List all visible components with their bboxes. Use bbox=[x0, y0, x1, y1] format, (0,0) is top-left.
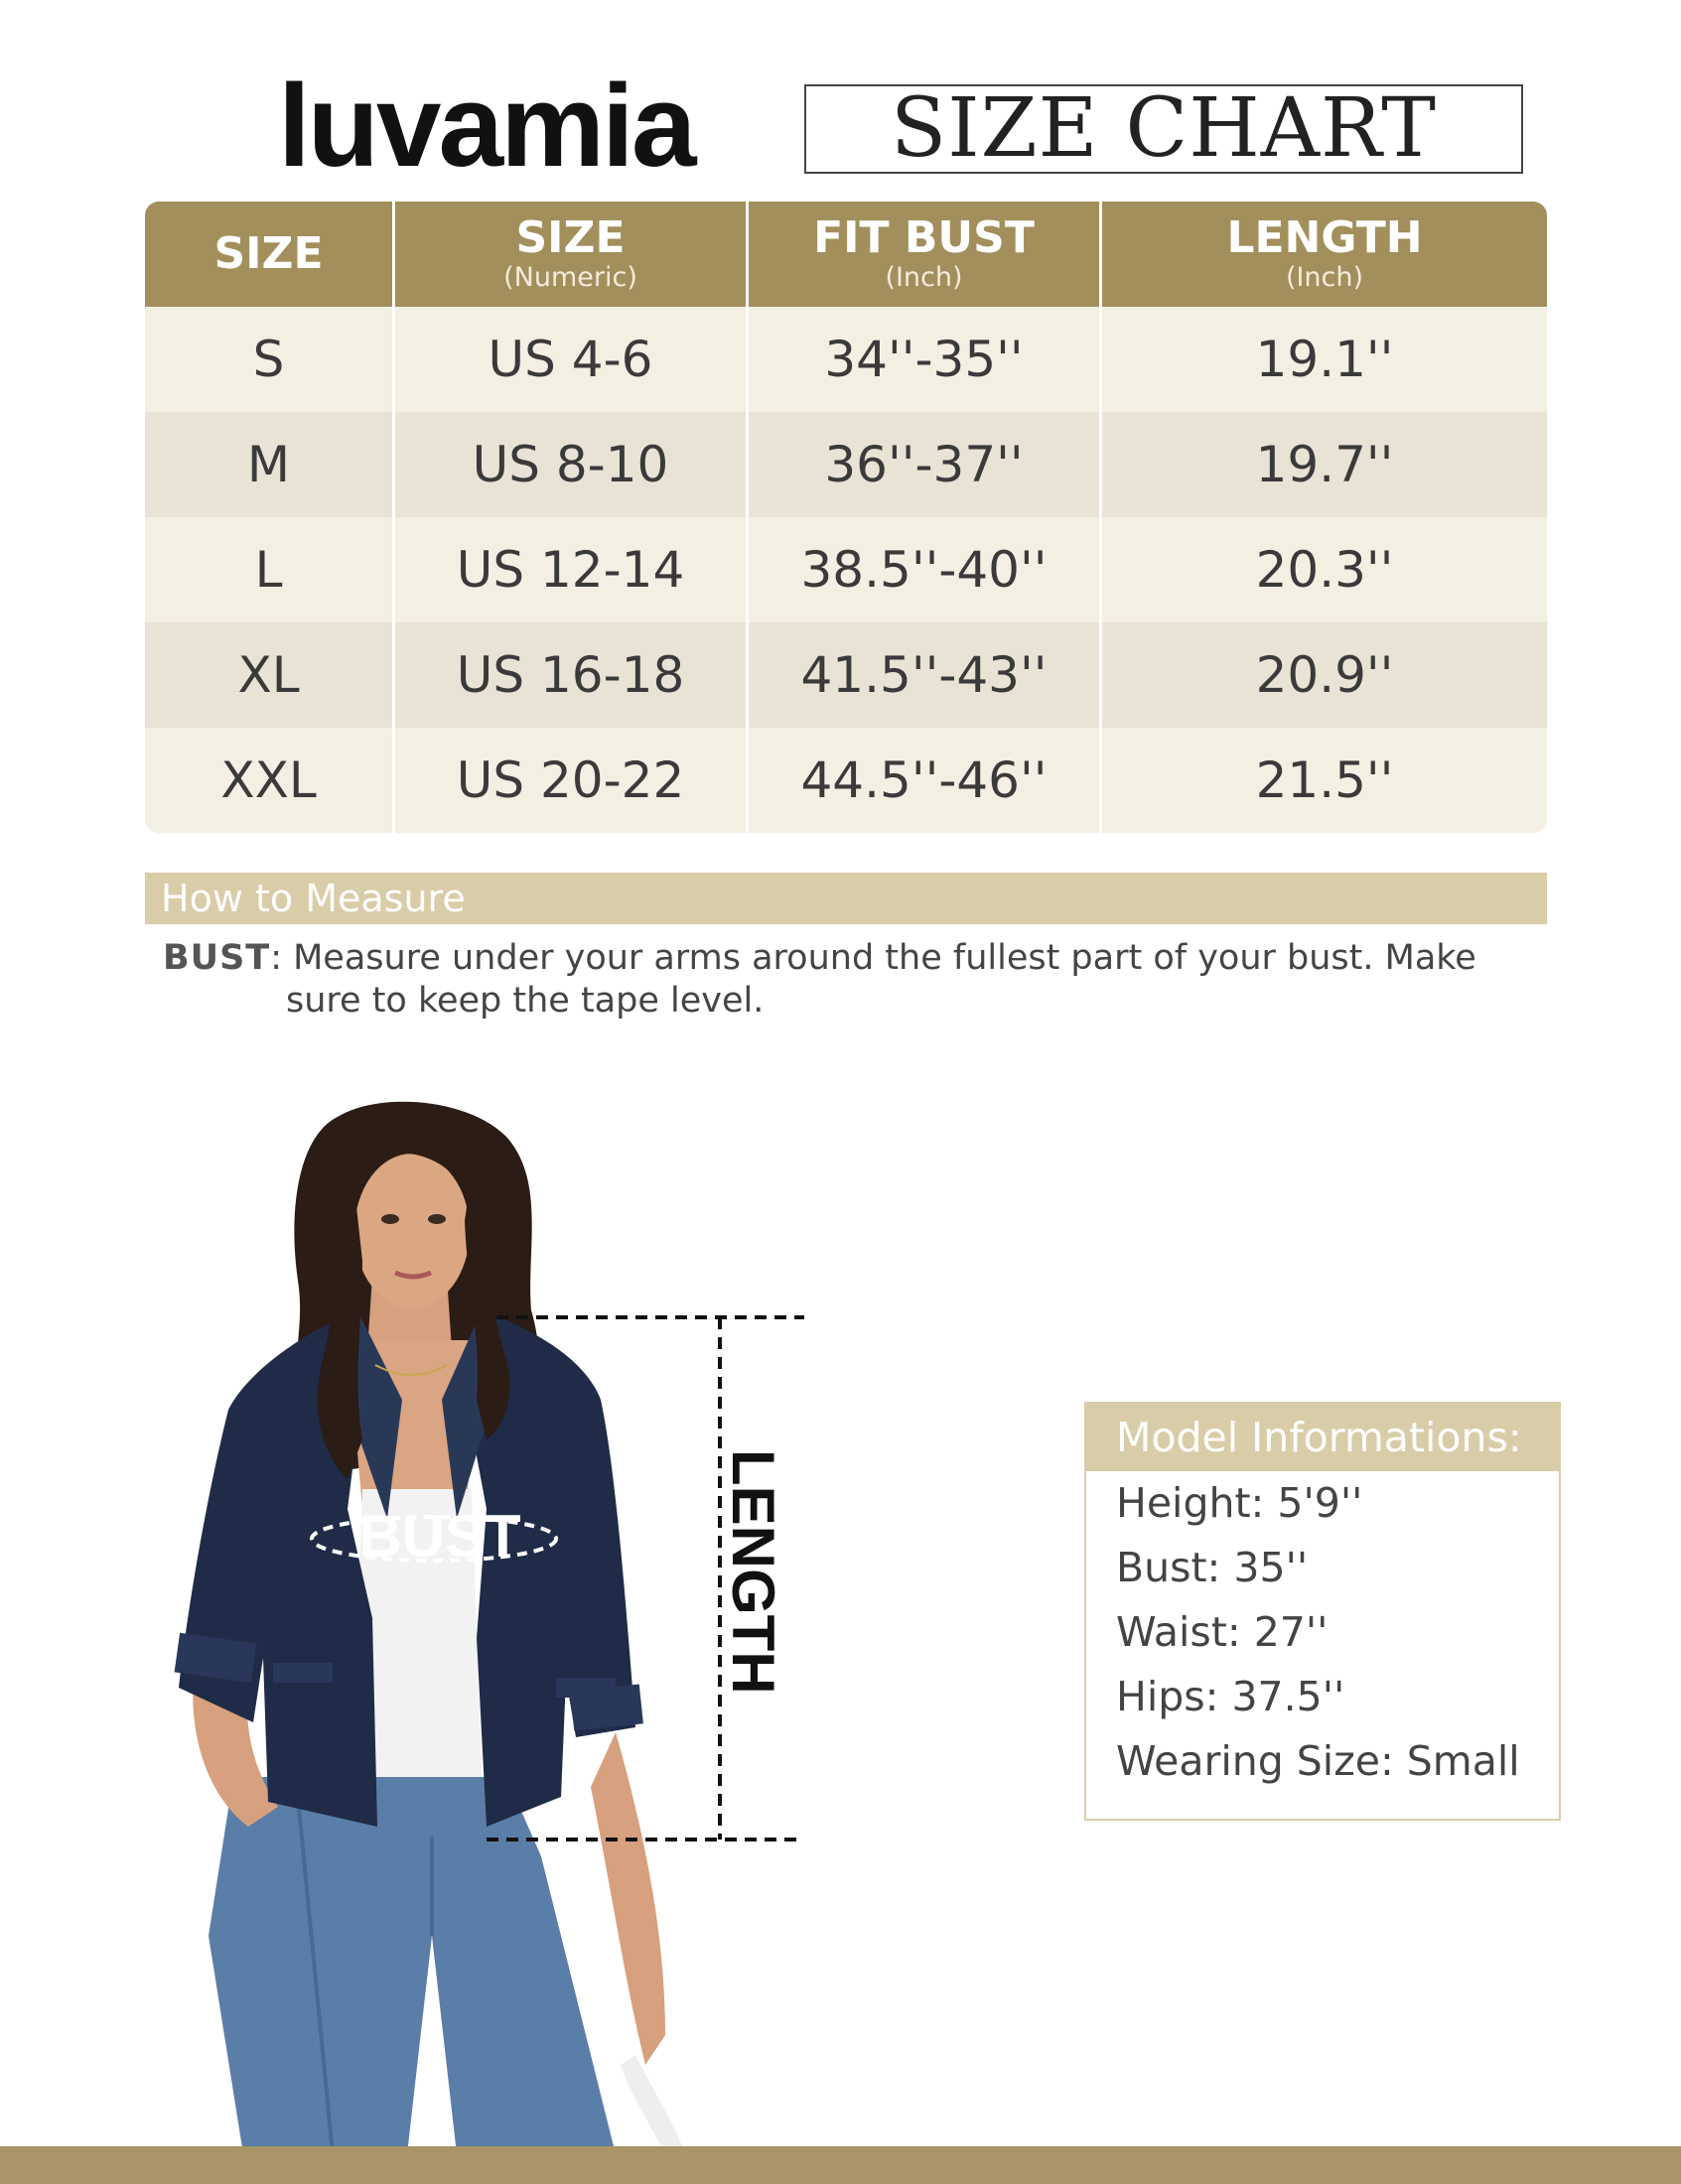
table-header-row bbox=[145, 202, 1547, 307]
table-cell: 38.5''-40'' bbox=[749, 517, 1102, 622]
table-cell: US 4-6 bbox=[395, 307, 749, 412]
table-row bbox=[145, 622, 1547, 728]
header-size-label: SIZE bbox=[213, 227, 324, 279]
table-cell: US 12-14 bbox=[395, 517, 749, 622]
header-length-sub: (Inch) bbox=[1285, 261, 1364, 293]
table-cell: 44.5''-46'' bbox=[749, 728, 1102, 833]
header-size-numeric-label: SIZE bbox=[515, 212, 626, 264]
table-cell: 41.5''-43'' bbox=[749, 622, 1102, 728]
header-fit-bust bbox=[749, 202, 1102, 307]
model-info-title: Model Informations: bbox=[1086, 1404, 1559, 1471]
bust-text-line-1: : Measure under your arms around the fullest part of your bust. Make bbox=[270, 938, 1476, 978]
table-cell: 21.5'' bbox=[1102, 728, 1547, 833]
header-fit-bust-label: FIT BUST bbox=[813, 212, 1035, 264]
table-cell: S bbox=[145, 307, 395, 412]
size-table bbox=[145, 202, 1547, 833]
bust-text-line-2: sure to keep the tape level. bbox=[286, 981, 765, 1021]
table-row bbox=[145, 517, 1547, 622]
how-to-measure-heading: How to Measure bbox=[145, 873, 1547, 924]
table-row bbox=[145, 412, 1547, 517]
table-cell: 20.3'' bbox=[1102, 517, 1547, 622]
header-length-label: LENGTH bbox=[1226, 212, 1423, 264]
table-cell: 19.1'' bbox=[1102, 307, 1547, 412]
table-cell: XXL bbox=[145, 728, 395, 833]
header-fit-bust-sub: (Inch) bbox=[885, 261, 963, 293]
size-chart-title-box bbox=[804, 81, 1523, 176]
header-size bbox=[145, 202, 395, 307]
table-cell: M bbox=[145, 412, 395, 517]
table-cell: US 16-18 bbox=[395, 622, 749, 728]
bust-term: BUST bbox=[163, 938, 271, 978]
length-label: LENGTH bbox=[720, 1449, 786, 1695]
model-info-box bbox=[1084, 1402, 1561, 1821]
bust-description bbox=[163, 937, 1553, 1023]
header-length bbox=[1102, 202, 1547, 307]
table-cell: US 8-10 bbox=[395, 412, 749, 517]
bottom-band bbox=[0, 2146, 1681, 2184]
brand-logo: luvamia bbox=[278, 61, 694, 192]
header-size-numeric-sub: (Numeric) bbox=[503, 261, 637, 293]
model-height: Height: 5'9'' bbox=[1116, 1479, 1363, 1527]
table-cell: XL bbox=[145, 622, 395, 728]
bust-label: BUST bbox=[358, 1503, 521, 1570]
table-cell: 34''-35'' bbox=[749, 307, 1102, 412]
table-cell: 36''-37'' bbox=[749, 412, 1102, 517]
table-cell: L bbox=[145, 517, 395, 622]
size-chart-title: SIZE CHART bbox=[891, 81, 1437, 176]
table-cell: 20.9'' bbox=[1102, 622, 1547, 728]
table-row bbox=[145, 728, 1547, 833]
model-wearing-size: Wearing Size: Small bbox=[1116, 1737, 1520, 1785]
table-cell: US 20-22 bbox=[395, 728, 749, 833]
table-row bbox=[145, 307, 1547, 412]
model-photo bbox=[149, 1042, 904, 2154]
model-bust: Bust: 35'' bbox=[1116, 1544, 1309, 1591]
header-size-numeric bbox=[395, 202, 749, 307]
model-hips: Hips: 37.5'' bbox=[1116, 1673, 1345, 1720]
model-waist: Waist: 27'' bbox=[1116, 1608, 1329, 1656]
table-cell: 19.7'' bbox=[1102, 412, 1547, 517]
